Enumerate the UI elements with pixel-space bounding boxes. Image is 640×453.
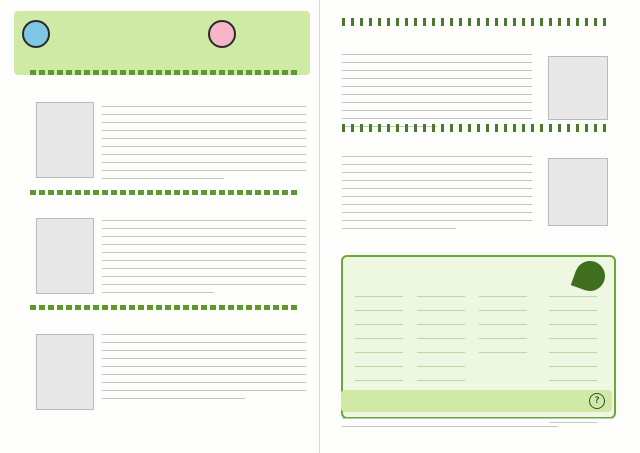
footer-text <box>342 418 612 434</box>
portrait-photo <box>36 102 94 178</box>
portrait-photo <box>548 158 608 226</box>
quiz-bar <box>341 390 612 412</box>
body-text <box>342 156 532 236</box>
quiz-question <box>381 396 541 406</box>
committee-title <box>357 265 537 279</box>
section-tag <box>22 204 82 216</box>
section-tag <box>342 36 412 48</box>
page-title <box>58 16 208 46</box>
quiz-label <box>345 394 375 408</box>
music-note-border <box>342 124 607 132</box>
section-tag <box>22 86 82 98</box>
body-text <box>102 106 306 186</box>
portrait-photo <box>548 56 608 120</box>
section-divider <box>30 70 300 75</box>
portrait-photo <box>36 218 94 294</box>
committee-column <box>479 287 527 357</box>
girl-face-icon <box>208 20 236 48</box>
section-divider <box>30 305 300 310</box>
section-tag <box>22 318 92 330</box>
body-text <box>102 334 306 406</box>
question-mark-icon: ? <box>589 393 605 409</box>
page-subtitle <box>120 54 300 68</box>
body-text <box>342 54 532 134</box>
portrait-photo <box>36 334 94 410</box>
body-text <box>102 220 306 300</box>
person-name <box>205 316 305 330</box>
person-name <box>205 202 305 216</box>
boy-face-icon <box>22 20 50 48</box>
person-name <box>205 84 305 98</box>
section-tag <box>342 138 432 150</box>
music-note-border <box>342 18 607 26</box>
page-fold <box>319 0 320 453</box>
section-divider <box>30 190 300 195</box>
person-name <box>520 34 610 48</box>
person-name <box>520 136 610 150</box>
